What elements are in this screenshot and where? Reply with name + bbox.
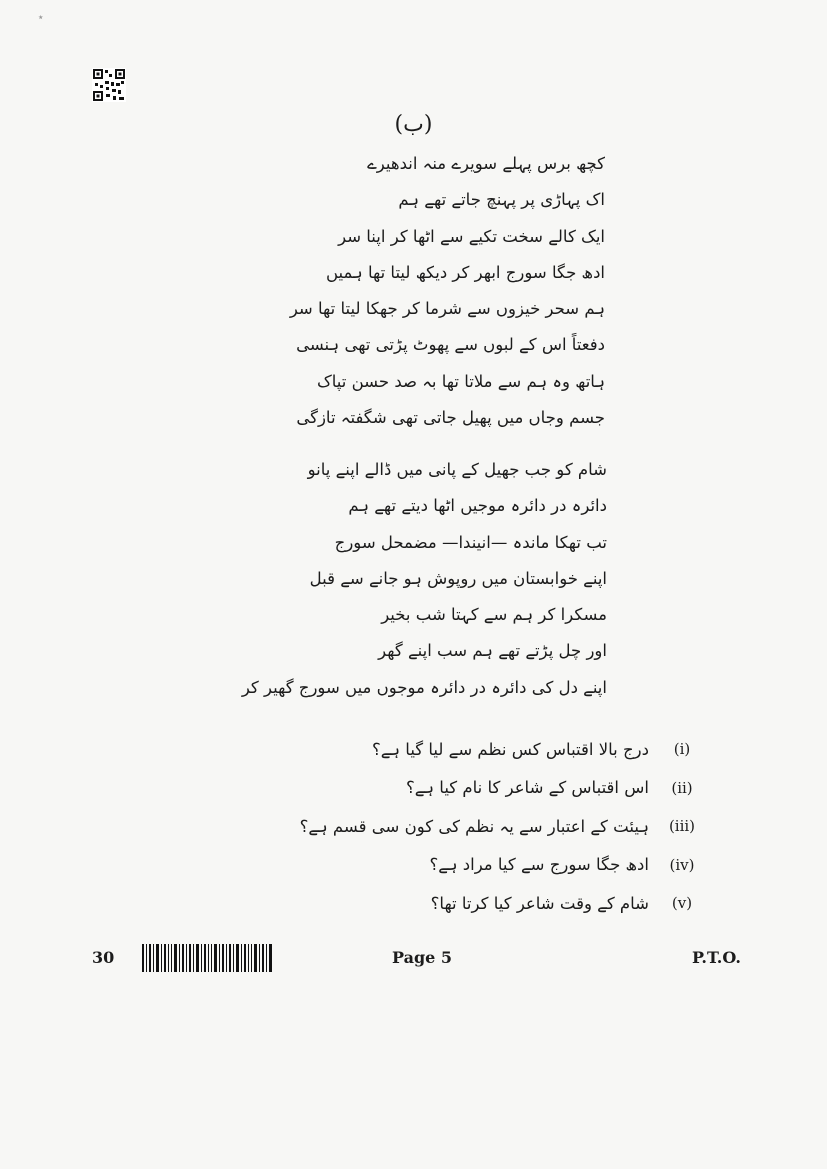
barcode-icon (142, 944, 272, 972)
question-item (285, 846, 705, 885)
question-text: اس اقتباس کے شاعر کا نام کیا ہے؟ (405, 778, 649, 798)
poem-line: مسکرا کر ہم سے کہتا شب بخیر (381, 605, 607, 625)
qr-code-icon (92, 68, 126, 102)
pto-label: P.T.O. (692, 948, 741, 967)
poem-line: اپنے خوابستان میں روپوش ہو جانے سے قبل (309, 568, 607, 588)
question-number: (iii) (668, 817, 696, 836)
question-text: شام کے وقت شاعر کیا کرتا تھا؟ (430, 893, 649, 913)
poem-line: دائرہ در دائرہ موجیں اٹھا دیتے تھے ہم (348, 496, 607, 516)
poem-line: جسم وجاں میں پھیل جاتی تھی شگفتہ تازگی (296, 408, 605, 428)
poem-stanza-1 (290, 146, 605, 436)
question-number: (v) (671, 894, 693, 913)
poem-stanza-2 (242, 452, 607, 706)
poem-line: اپنے دل کی دائرہ در دائرہ موجوں میں سورج گھیر کر (241, 677, 607, 697)
poem-line: ہم سحر خیزوں سے شرما کر جھکا لیتا تھا سر (289, 299, 605, 319)
poem-line: شام کو جب جھیل کے پانی میں ڈالے اپنے پانو (307, 460, 607, 479)
paper-code: 30 (92, 948, 115, 967)
question-item (285, 807, 705, 846)
section-label: (ب) (394, 112, 433, 137)
question-item (285, 884, 705, 923)
question-number: (ii) (671, 778, 693, 797)
poem-line: ادھ جگا سورج ابھر کر دیکھ لیتا تھا ہمیں (325, 262, 605, 282)
poem-line: اک پہاڑی پر پہنچ جاتے تھے ہم (398, 190, 605, 210)
question-text: درج بالا اقتباس کس نظم سے لیا گیا ہے؟ (371, 739, 649, 759)
poem-line: ہاتھ وہ ہم سے ملاتا تھا بہ صد حسن تپاک (316, 371, 605, 391)
poem-line: کچھ برس پہلے سویرے منہ اندھیرے (367, 154, 605, 173)
question-text: ادھ جگا سورج سے کیا مراد ہے؟ (429, 855, 649, 875)
poem-line: ایک کالے سخت تکیے سے اٹھا کر اپنا سر (338, 226, 605, 246)
page-number: Page 5 (392, 948, 453, 967)
question-number: (i) (673, 740, 691, 759)
poem-line: اور چل پڑتے تھے ہم سب اپنے گھر (378, 641, 607, 661)
question-text: ہیئت کے اعتبار سے یہ نظم کی کون سی قسم ہے؟ (299, 816, 649, 836)
question-number: (iv) (669, 855, 695, 874)
question-item (285, 730, 705, 769)
corner-mark: ٭ (38, 12, 44, 23)
poem-line: دفعتاً اس کے لبوں سے پھوٹ پڑتی تھی ہنسی (296, 335, 605, 355)
question-list (285, 730, 705, 923)
question-item (285, 769, 705, 808)
poem-line: تب تھکا ماندہ —انیندا— مضمحل سورج (334, 532, 607, 552)
